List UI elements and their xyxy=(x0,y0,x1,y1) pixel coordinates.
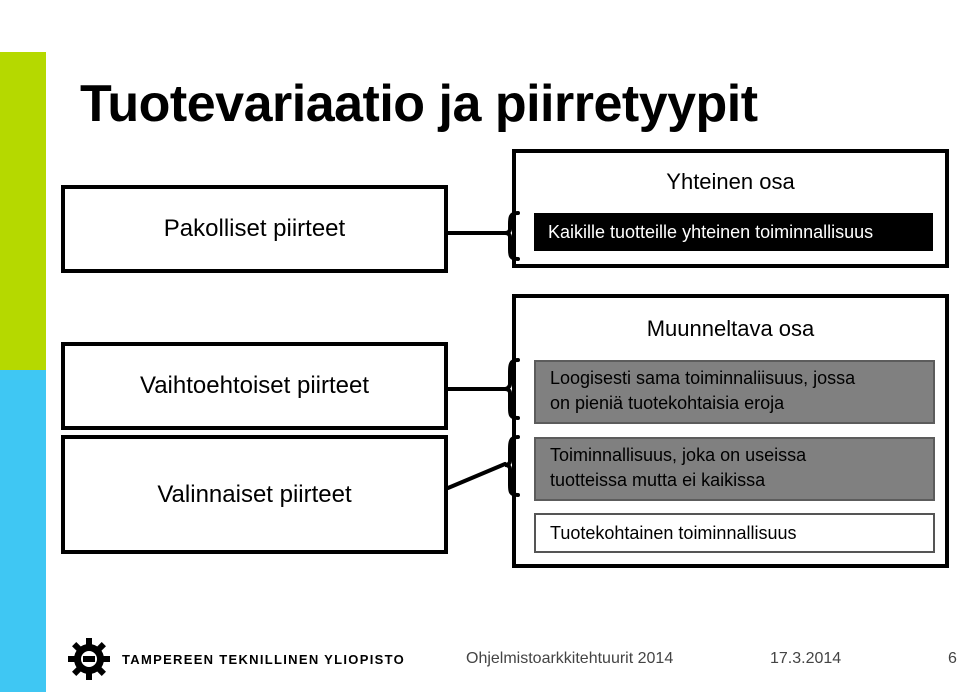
alternative-features-box xyxy=(61,342,448,430)
optional-functionality-item xyxy=(534,437,935,501)
optional-functionality-line1: Toiminnallisuus, joka on useissa xyxy=(550,445,807,465)
course-name: Ohjelmistoarkkitehtuurit 2014 xyxy=(466,650,674,667)
alternative-features-label: Vaihtoehtoiset piirteet xyxy=(139,372,370,399)
variable-part-header: Muunneltava osa xyxy=(646,316,815,341)
page-number: 6 xyxy=(948,650,957,667)
slide-date: 17.3.2014 xyxy=(770,650,842,667)
optional-connector xyxy=(448,464,505,488)
common-part-box xyxy=(512,149,949,268)
alternative-functionality-line1: Loogisesti sama toiminnaliisuus, jossa xyxy=(550,368,856,388)
mandatory-features-box xyxy=(61,185,448,273)
gear-logo-icon xyxy=(66,636,112,682)
common-part-header: Yhteinen osa xyxy=(666,169,795,194)
common-functionality-text: Kaikille tuotteille yhteinen toiminnallisuus xyxy=(548,221,874,242)
product-specific-functionality-item xyxy=(534,513,935,553)
optional-features-box xyxy=(61,435,448,554)
optional-functionality-line2: tuotteissa mutta ei kaikissa xyxy=(550,470,766,490)
alternative-functionality-line2: on pieniä tuotekohtaisia eroja xyxy=(550,393,785,413)
common-functionality-item xyxy=(534,213,933,251)
green-accent-stripe xyxy=(0,52,46,370)
variable-part-box xyxy=(512,294,949,568)
blue-accent-stripe xyxy=(0,370,46,692)
optional-features-label: Valinnaiset piirteet xyxy=(157,480,352,508)
university-name: TAMPEREEN TEKNILLINEN YLIOPISTO xyxy=(122,651,405,667)
mandatory-features-label: Pakolliset piirteet xyxy=(163,215,346,242)
slide-title: Tuotevariaatio ja piirretyypit xyxy=(80,75,758,133)
university-logo xyxy=(66,636,405,682)
product-specific-functionality-text: Tuotekohtainen toiminnallisuus xyxy=(550,522,797,543)
alternative-functionality-item xyxy=(534,360,935,424)
